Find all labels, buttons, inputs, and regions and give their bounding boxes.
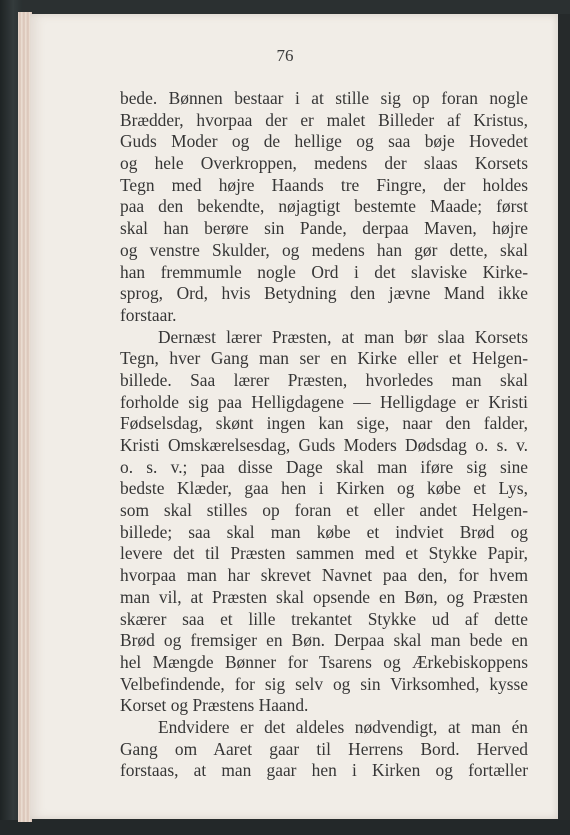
text-line: bedste Klæder, gaa hen i Kirken og købe et Lys, bbox=[120, 478, 528, 499]
body-text bbox=[120, 88, 528, 782]
text-line: levere det til Præsten sammen med et Stykke Papir, bbox=[120, 543, 528, 564]
text-line: hvorpaa man har skrevet Navnet paa den, for hvem bbox=[120, 565, 528, 586]
text-line: Dernæst lærer Præsten, at man bør slaa Korsets bbox=[158, 326, 528, 347]
text-line: forstaas, at man gaar hen i Kirken og fortæller bbox=[120, 760, 528, 781]
text-line: han fremmumle nogle Ord i det slaviske Kirke- bbox=[120, 261, 528, 282]
text-line: man vil, at Præsten skal opsende en Bøn, og Præsten bbox=[120, 586, 528, 607]
text-line: Korset og Præstens Haand. bbox=[120, 695, 309, 716]
text-line: Brød og fremsiger en Bøn. Derpaa skal man bede en bbox=[120, 630, 528, 651]
text-line: Endvidere er det aldeles nødvendigt, at man én bbox=[158, 716, 528, 737]
text-line: Tegn med højre Haands tre Fingre, der holdes bbox=[120, 174, 528, 195]
text-line: forholde sig paa Helligdagene — Helligdage er Kristi bbox=[120, 391, 528, 412]
text-line: billede. Saa lærer Præsten, hvorledes man skal bbox=[120, 369, 528, 390]
text-line: Guds Moder og de hellige og saa bøje Hovedet bbox=[120, 131, 528, 152]
text-line: skal han berøre sin Pande, derpaa Maven, højre bbox=[120, 218, 528, 239]
text-line: billede; saa skal man købe et indviet Brød og bbox=[120, 521, 528, 542]
text-line: og hele Overkroppen, medens der slaas Korsets bbox=[120, 153, 528, 174]
text-line: Velbefindende, for sig selv og sin Virksomhed, kysse bbox=[120, 673, 528, 694]
text-line: paa den bekendte, nøjagtigt bestemte Maade; først bbox=[120, 196, 528, 217]
text-line: bede. Bønnen bestaar i at stille sig op foran nogle bbox=[120, 88, 528, 108]
text-line: Tegn, hver Gang man ser en Kirke eller et Helgen- bbox=[120, 348, 528, 369]
text-line: Brædder, hvorpaa der er malet Billeder af Kristus, bbox=[120, 109, 528, 130]
text-line: o. s. v.; paa disse Dage skal man iføre sig sine bbox=[120, 456, 528, 477]
text-line: Gang om Aaret gaar til Herrens Bord. Herved bbox=[120, 738, 528, 759]
text-line: forstaar. bbox=[120, 304, 177, 325]
text-line: Kristi Omskærelsesdag, Guds Moders Dødsdag o. s. v. bbox=[120, 435, 528, 455]
text-line: Fødselsdag, skønt ingen kan sige, naar den falder, bbox=[120, 413, 528, 434]
text-line: og venstre Skulder, og medens han gør dette, skal bbox=[120, 239, 528, 260]
text-line: skærer saa et lille trekantet Stykke ud af dette bbox=[120, 608, 528, 629]
text-line: hel Mængde Bønner for Tsarens og Ærkebiskoppens bbox=[120, 651, 528, 672]
text-line: som skal stilles op foran et eller andet Helgen- bbox=[120, 500, 528, 521]
book-cover-top bbox=[0, 0, 570, 14]
book-cover-bottom bbox=[0, 820, 570, 835]
text-line: sprog, Ord, hvis Betydning den jævne Mand ikke bbox=[120, 283, 528, 304]
page-number: 76 bbox=[276, 46, 294, 65]
